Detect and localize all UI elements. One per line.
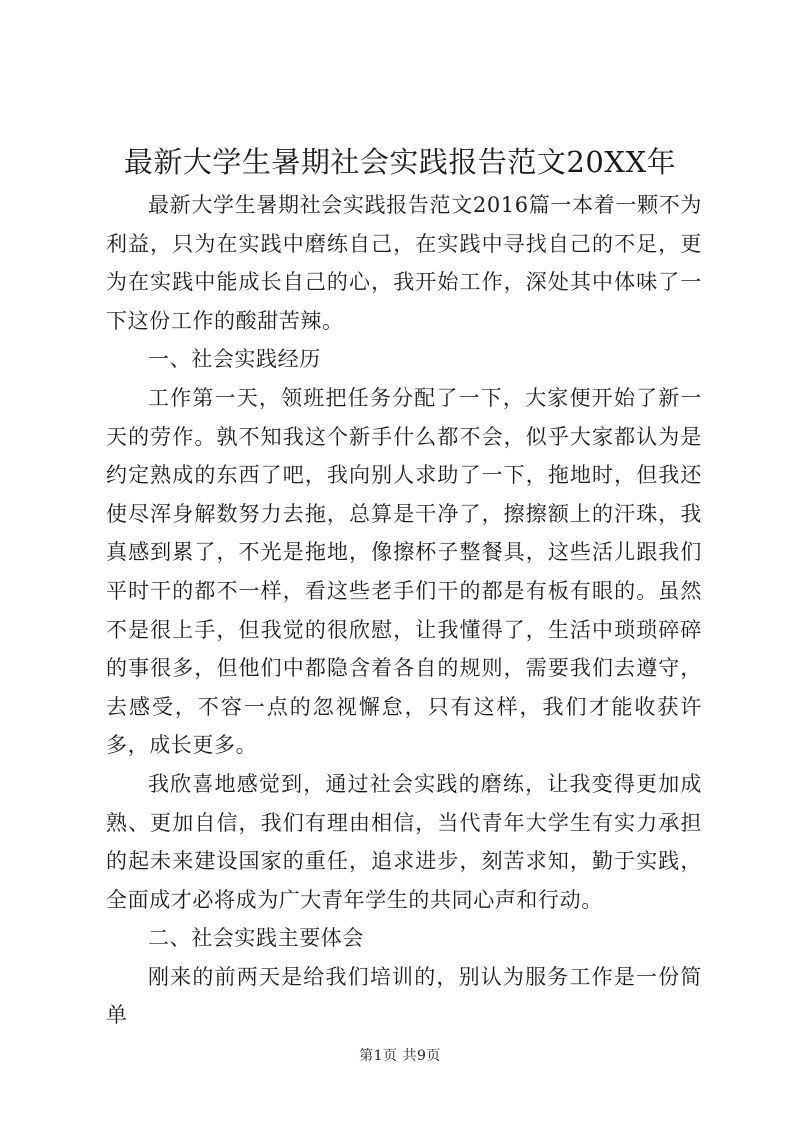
paragraph-training: 刚来的前两天是给我们培训的，别认为服务工作是一份简单 [106,964,702,1028]
paragraph-reflection: 我欣喜地感觉到，通过社会实践的磨练，让我变得更加成熟、更加自信，我们有理由相信，当代青年大学生有实力承担的起未来建设国家的重任，追求进步，刻苦求知，勤于实践，全面成才必将成为广大青年学生的共同心声和行动。 [106,771,702,912]
section-heading-experience: 一、社会实践经历 [148,347,321,372]
document-title: 最新大学生暑期社会实践报告范文20XX年 [123,145,677,179]
section-heading-insights: 二、社会实践主要体会 [148,926,364,951]
page-footer: 第1页 共9页 [359,1048,441,1064]
paragraph-first-day: 工作第一天，领班把任务分配了一下，大家便开始了新一天的劳作。孰不知我这个新手什么都不会，似乎大家都认为是约定熟成的东西了吧，我向别人求助了一下，拖地时，但我还使尽浑身解数努力去拖，总算是干净了，擦擦额上的汗珠，我真感到累了，不光是拖地，像擦杯子整餐具，这些活儿跟我们平时干的都不一样，看这些老手们干的都是有板有眼的。虽然不是很上手，但我觉的很欣慰，让我懂得了，生活中琐琐碎碎的事很多，但他们中都隐含着各自的规则，需要我们去遵守，去感受，不容一点的忽视懈怠，只有这样，我们才能收获许多，成长更多。 [106,385,702,758]
document-body [106,186,702,1035]
paragraph-intro: 最新大学生暑期社会实践报告范文2016篇一本着一颗不为利益，只为在实践中磨练自己，在实践中寻找自己的不足，更为在实践中能成长自己的心，我开始工作，深处其中体味了一下这份工作的酸甜苦辣。 [106,193,702,333]
